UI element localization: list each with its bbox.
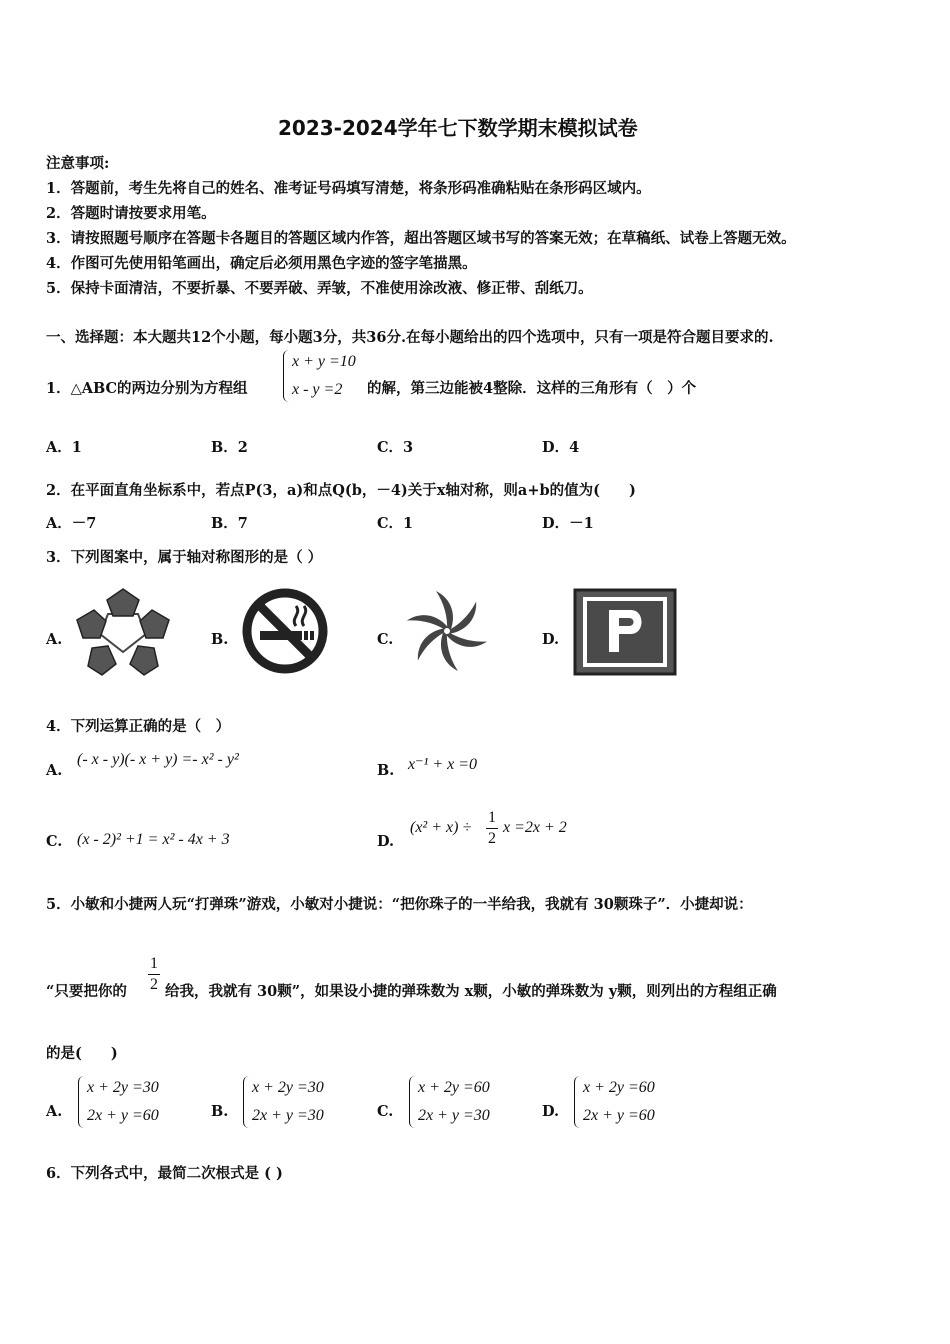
q4-label-d: D. <box>377 833 395 850</box>
pinwheel-icon <box>404 587 490 675</box>
q5-line2-end: 给我，我就有 30颗”，如果设小捷的弹珠数为 x颗，小敏的弹珠数为 y颗，则列出的方程组正确 <box>165 983 777 1000</box>
notice-item: 5．保持卡面清洁，不要折暴、不要弄破、弄皱，不准使用涂改液、修正带、刮纸刀。 <box>46 280 593 297</box>
q5-label-a: A. <box>46 1103 63 1120</box>
q5-line3: 的是( ) <box>46 1045 118 1062</box>
notice-item: 4．作图可先使用铅笔画出，确定后必须用黑色字迹的签字笔描黑。 <box>46 255 477 272</box>
q5-option-c <box>409 1074 490 1130</box>
q3-label-c: C. <box>377 631 394 648</box>
q1-equation-system <box>283 348 356 404</box>
q3-text: 3．下列图案中，属于轴对称图形的是（ ） <box>46 549 323 566</box>
equation: 2x + y =60 <box>87 1107 159 1124</box>
q5-label-d: D. <box>542 1103 560 1120</box>
q4-option-b: x⁻¹ + x =0 <box>408 756 478 773</box>
q4-option-d: (x² + x) ÷ <box>410 819 472 836</box>
equation: 2x + y =60 <box>583 1107 655 1124</box>
section-heading: 一、选择题：本大题共12个小题，每小题3分，共36分.在每小题给出的四个选项中，只有一项是符合题目要求的. <box>46 329 774 346</box>
q3-label-a: A. <box>46 631 63 648</box>
equation: x + 2y =30 <box>252 1079 324 1096</box>
q1-option-a: A．1 <box>46 439 82 456</box>
equation: x + 2y =60 <box>418 1079 490 1096</box>
notice-heading: 注意事项: <box>46 155 110 172</box>
page-title: 2023-2024学年七下数学期末模拟试卷 <box>278 116 638 140</box>
equation: x + 2y =30 <box>87 1079 159 1096</box>
fraction-denominator: 2 <box>488 830 496 847</box>
fraction-denominator: 2 <box>150 976 158 993</box>
q6-text: 6．下列各式中，最简二次根式是 ( ) <box>46 1165 283 1182</box>
q5-option-d <box>574 1074 655 1130</box>
q4-option-d-end: x =2x + 2 <box>503 819 567 836</box>
q4-option-a: (- x - y)(- x + y) =- x² - y² <box>77 751 239 768</box>
q1-eq1: x + y =10 <box>292 353 356 370</box>
q2-option-d: D．－1 <box>542 515 594 532</box>
q1-text-end: 的解，第三边能被4整除．这样的三角形有（ ）个 <box>367 380 697 397</box>
q1-eq2: x - y =2 <box>292 381 343 398</box>
q4-option-c: (x - 2)² +1 = x² - 4x + 3 <box>77 831 230 848</box>
q1-option-d: D．4 <box>542 439 580 456</box>
q1-option-b: B．2 <box>211 439 248 456</box>
q1-text: 1．△ABC的两边分别为方程组 <box>46 380 248 397</box>
q4-text: 4．下列运算正确的是（ ） <box>46 718 231 735</box>
fraction-numerator: 1 <box>488 809 496 826</box>
q5-line2: “只要把你的 <box>46 983 127 1000</box>
notice-item: 3．请按照题号顺序在答题卡各题目的答题区域内作答，超出答题区域书写的答案无效；在草稿纸、试卷上答题无效。 <box>46 230 796 247</box>
q5-fraction <box>148 955 160 994</box>
equation: 2x + y =30 <box>252 1107 324 1124</box>
q5-label-b: B. <box>211 1103 229 1120</box>
fraction-numerator: 1 <box>150 955 158 972</box>
notice-item: 2．答题时请按要求用笔。 <box>46 205 216 222</box>
q1-option-c: C．3 <box>377 439 414 456</box>
q5-label-c: C. <box>377 1103 394 1120</box>
notice-item: 1．答题前，考生先将自己的姓名、准考证号码填写清楚，将条形码准确粘贴在条形码区域内。 <box>46 180 651 197</box>
q3-label-b: B. <box>211 631 229 648</box>
q5-option-a <box>78 1074 159 1130</box>
q2-option-b: B．7 <box>211 515 248 532</box>
q5-line1: 5．小敏和小捷两人玩“打弹珠”游戏，小敏对小捷说：“把你珠子的一半给我，我就有 30颗珠子”．小捷却说： <box>46 896 753 913</box>
q4-label-b: B. <box>377 762 395 779</box>
no-smoking-icon <box>240 586 330 676</box>
q4-label-c: C. <box>46 833 63 850</box>
q5-option-b <box>243 1074 324 1130</box>
parking-sign-icon <box>573 588 677 676</box>
q2-option-c: C．1 <box>377 515 414 532</box>
q4-option-d-fraction <box>486 809 498 848</box>
equation: 2x + y =30 <box>418 1107 490 1124</box>
equation: x + 2y =60 <box>583 1079 655 1096</box>
q2-text: 2．在平面直角坐标系中，若点P(3，a)和点Q(b，－4)关于x轴对称，则a+b的值为( ) <box>46 482 636 499</box>
q3-label-d: D. <box>542 631 560 648</box>
q4-label-a: A. <box>46 762 63 779</box>
pentagon-flower-icon <box>74 586 172 676</box>
q2-option-a: A．－7 <box>46 515 97 532</box>
